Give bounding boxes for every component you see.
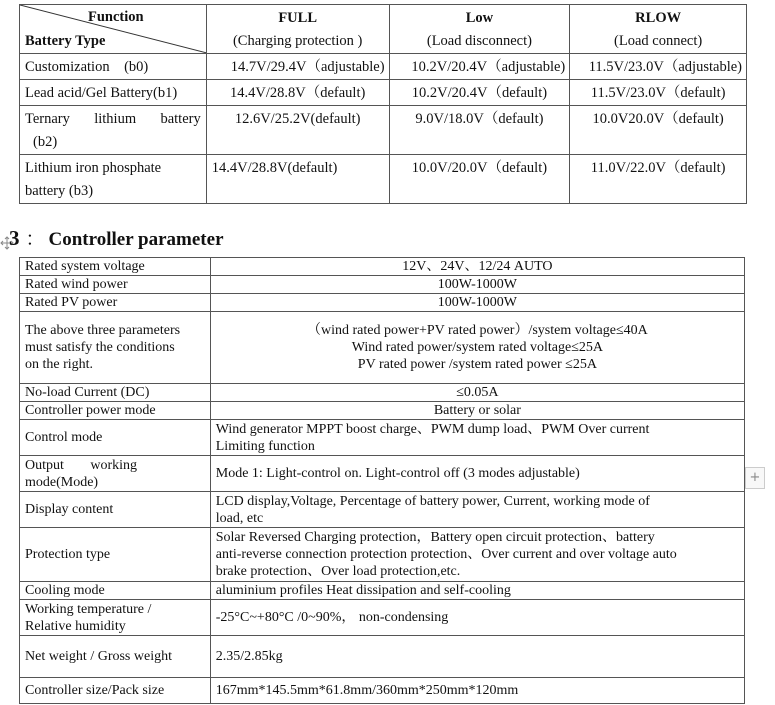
col-header-low — [389, 5, 570, 54]
param-value-line: Limiting function — [215, 438, 315, 454]
param-label-line: Output working — [25, 457, 137, 473]
param-value — [210, 528, 744, 582]
diagonal-header-cell — [20, 5, 207, 54]
param-label-line: Relative humidity — [25, 618, 126, 634]
param-label-line: on the right. — [25, 357, 94, 372]
param-row-conditions — [20, 312, 745, 384]
param-row-size — [20, 678, 745, 704]
param-value: 12V、24V、12/24 AUTO — [210, 258, 744, 276]
param-label: Rated PV power — [20, 294, 211, 312]
battery-type-code: (b2) — [33, 134, 58, 150]
param-value: Mode 1: Light-control on. Light-control off (3 modes adjustable) — [210, 456, 744, 492]
param-value-line: LCD display,Voltage, Percentage of battery power, Current, working mode of — [215, 493, 650, 509]
param-label: Cooling mode — [20, 582, 211, 600]
col-header-rlow — [570, 5, 747, 54]
full-cell: 14.7V/29.4V（adjustable) — [206, 54, 389, 80]
param-value-line: Solar Reversed Charging protection，Battery open circuit protection、battery — [215, 530, 655, 545]
param-row-power-mode — [20, 402, 745, 420]
param-label-line: must satisfy the conditions — [25, 340, 175, 355]
param-value — [210, 312, 744, 384]
battery-row-b1 — [20, 80, 747, 106]
param-label: Controller size/Pack size — [20, 678, 211, 704]
plus-icon[interactable]: + — [745, 467, 765, 489]
param-value: 167mm*145.5mm*61.8mm/360mm*250mm*120mm — [210, 678, 744, 704]
param-row-weight — [20, 636, 745, 678]
param-label: Rated wind power — [20, 276, 211, 294]
param-row-protection-type — [20, 528, 745, 582]
low-cell: 10.2V/20.4V（adjustable) — [389, 54, 570, 80]
param-value: 100W-1000W — [210, 294, 744, 312]
param-value — [210, 420, 744, 456]
section-number: 3 — [9, 226, 20, 250]
rlow-subtitle: (Load connect) — [614, 33, 703, 49]
param-value-line: Wind rated power/system rated voltage≤25A — [351, 340, 604, 355]
param-label: Protection type — [20, 528, 211, 582]
param-value-line: （wind rated power+PV rated power）/system voltage≤40A — [306, 323, 648, 338]
battery-header-row — [20, 5, 747, 54]
param-row-cooling-mode — [20, 582, 745, 600]
full-cell: 12.6V/25.2V(default) — [206, 106, 389, 155]
full-subtitle: (Charging protection ) — [232, 33, 363, 49]
param-value-line: anti-reverse connection protection protection、Over current and over voltage auto — [215, 547, 677, 562]
function-header: Function — [88, 9, 144, 25]
param-label — [20, 312, 211, 384]
param-label: Net weight / Gross weight — [20, 636, 211, 678]
full-cell: 14.4V/28.8V（default) — [206, 80, 389, 106]
rlow-cell: 10.0V20.0V（default) — [570, 106, 747, 155]
param-row-rated-pv-power — [20, 294, 745, 312]
section-colon: ： — [25, 229, 45, 250]
param-label-line: mode(Mode) — [25, 474, 99, 490]
param-row-rated-system-voltage — [20, 258, 745, 276]
param-row-working-temperature — [20, 600, 745, 636]
param-value-line: Wind generator MPPT boost charge、PWM dump load、PWM Over current — [215, 421, 650, 437]
param-label — [20, 456, 211, 492]
rlow-title: RLOW — [635, 10, 682, 26]
param-label: Rated system voltage — [20, 258, 211, 276]
param-label: Controller power mode — [20, 402, 211, 420]
battery-type-line: Lithium iron phosphate — [25, 160, 162, 176]
param-label-line: Working temperature / — [25, 601, 152, 617]
full-cell: 14.4V/28.8V(default) — [206, 155, 389, 204]
section-heading — [9, 224, 224, 252]
battery-type-cell: Customization (b0) — [20, 54, 207, 80]
full-title: FULL — [278, 10, 317, 26]
low-title: Low — [465, 10, 494, 26]
param-row-rated-wind-power — [20, 276, 745, 294]
controller-parameter-table — [19, 257, 745, 704]
param-value: ≤0.05A — [210, 384, 744, 402]
low-subtitle: (Load disconnect) — [426, 33, 532, 49]
param-value — [210, 492, 744, 528]
battery-type-cell — [20, 155, 207, 204]
battery-row-b0 — [20, 54, 747, 80]
col-header-full — [206, 5, 389, 54]
battery-row-b3 — [20, 155, 747, 204]
param-value: aluminium profiles Heat dissipation and self-cooling — [210, 582, 744, 600]
rlow-cell: 11.5V/23.0V（adjustable) — [570, 54, 747, 80]
param-row-no-load-current — [20, 384, 745, 402]
param-value-line: brake protection、Over load protection,etc. — [215, 564, 461, 579]
param-label — [20, 600, 211, 636]
rlow-cell: 11.5V/23.0V（default) — [570, 80, 747, 106]
param-label: Control mode — [20, 420, 211, 456]
battery-type-code: battery (b3) — [25, 183, 94, 199]
battery-type-cell: Lead acid/Gel Battery(b1) — [20, 80, 207, 106]
battery-row-b2 — [20, 106, 747, 155]
battery-type-line: Ternary lithium battery — [25, 111, 201, 127]
param-label: No-load Current (DC) — [20, 384, 211, 402]
section-title: Controller parameter — [48, 229, 224, 250]
param-row-output-mode — [20, 456, 745, 492]
param-value: 2.35/2.85kg — [210, 636, 744, 678]
rlow-cell: 11.0V/22.0V（default) — [570, 155, 747, 204]
param-label: Display content — [20, 492, 211, 528]
low-cell: 9.0V/18.0V（default) — [389, 106, 570, 155]
low-cell: 10.2V/20.4V（default) — [389, 80, 570, 106]
param-value: -25°C~+80°C /0~90%， non-condensing — [210, 600, 744, 636]
battery-type-table — [19, 4, 747, 204]
param-value-line: PV rated power /system rated power ≤25A — [357, 357, 597, 372]
low-cell: 10.0V/20.0V（default) — [389, 155, 570, 204]
param-label-line: The above three parameters — [25, 323, 181, 338]
param-value: 100W-1000W — [210, 276, 744, 294]
param-row-display-content — [20, 492, 745, 528]
param-value-line: load, etc — [215, 510, 264, 526]
battery-type-header: Battery Type — [25, 33, 106, 49]
battery-type-cell — [20, 106, 207, 155]
param-value: Battery or solar — [210, 402, 744, 420]
param-row-control-mode — [20, 420, 745, 456]
